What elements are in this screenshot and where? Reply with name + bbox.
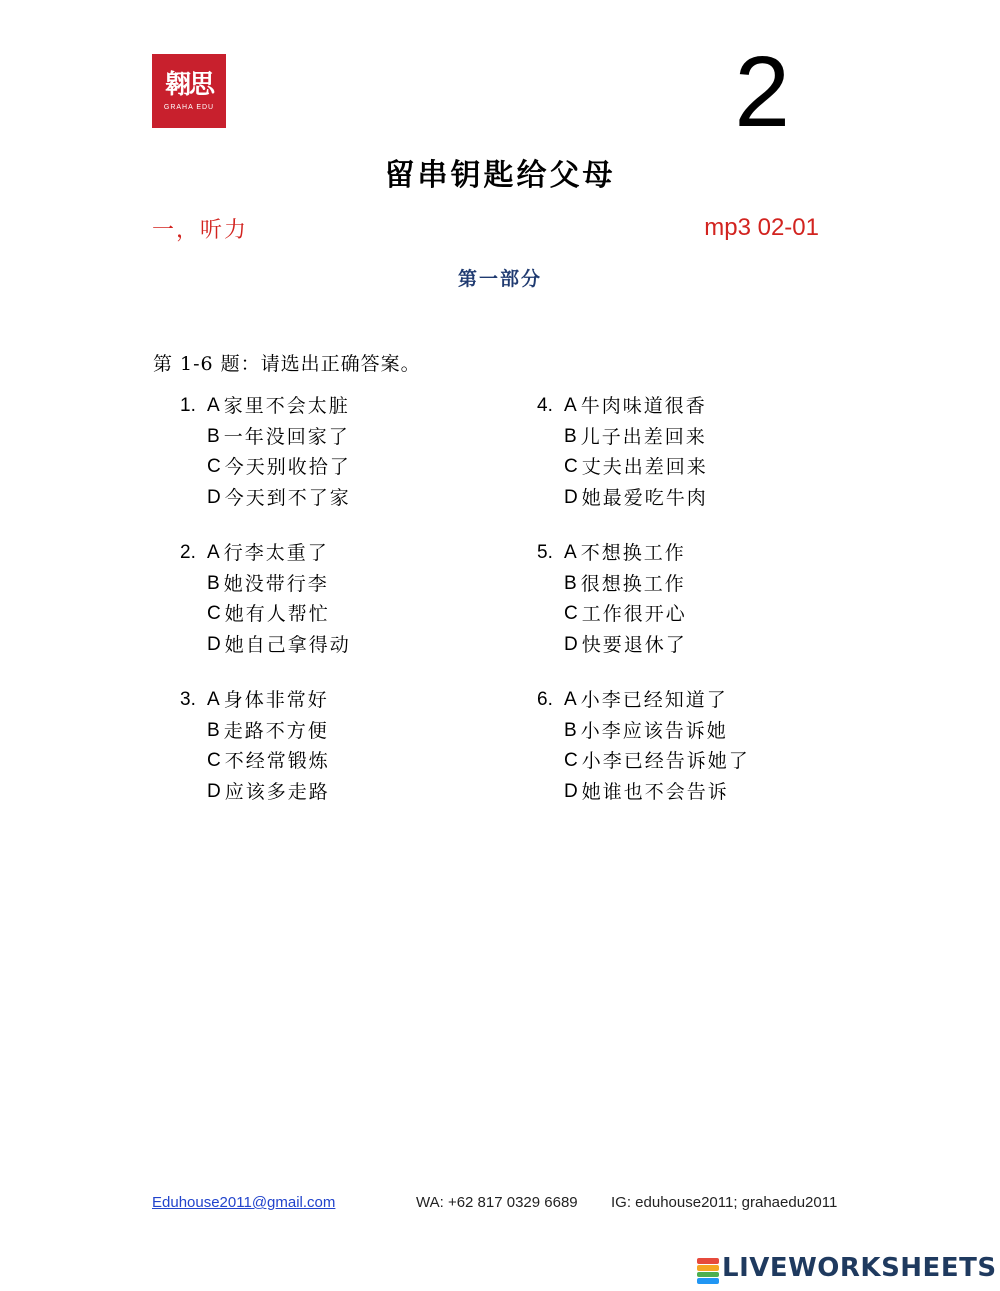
section-heading: 一，听力: [152, 218, 249, 243]
option-row[interactable]: [180, 569, 351, 600]
icon-block-red: [697, 1258, 719, 1264]
option-text: 家里不会太脏: [223, 395, 350, 417]
option-text: 她自己拿得动: [224, 634, 351, 657]
option-row[interactable]: [537, 630, 687, 661]
question-number: 6.: [537, 689, 553, 710]
option-row[interactable]: [180, 599, 351, 630]
option-text: 今天到不了家: [224, 487, 351, 510]
page-title: 留串钥匙给父母: [384, 158, 616, 193]
option-text: 小李已经知道了: [580, 689, 728, 711]
option-row[interactable]: [180, 777, 330, 808]
option-text: 走路不方便: [223, 719, 329, 742]
option-text: 牛肉味道很香: [580, 395, 707, 417]
option-row[interactable]: [180, 391, 351, 422]
email-link[interactable]: Eduhouse2011@gmail.com: [152, 1194, 336, 1211]
option-text: 工作很开心: [581, 603, 687, 626]
option-row[interactable]: [537, 452, 708, 483]
option-row[interactable]: [537, 483, 708, 514]
option-row[interactable]: [537, 422, 708, 453]
part-title: 第一部分: [457, 268, 542, 290]
question-number: 4.: [537, 395, 553, 416]
question-3: [180, 685, 330, 808]
question-2: [180, 538, 351, 661]
option-row[interactable]: [180, 538, 351, 569]
option-letter: A: [564, 542, 577, 563]
option-letter: A: [207, 395, 220, 416]
option-text: 她最爱吃牛肉: [581, 487, 708, 510]
question-number: 3.: [180, 689, 196, 710]
option-text: 行李太重了: [223, 542, 329, 564]
option-letter: C: [207, 603, 221, 625]
icon-block-orange: [697, 1265, 719, 1271]
option-letter: C: [564, 456, 578, 478]
option-text: 小李应该告诉她: [580, 719, 728, 742]
option-row[interactable]: [180, 483, 351, 514]
question-number: 5.: [537, 542, 553, 563]
option-row[interactable]: [180, 422, 351, 453]
option-letter: D: [207, 487, 221, 509]
option-letter: B: [564, 719, 577, 741]
whatsapp-contact: WA: +62 817 0329 6689: [416, 1194, 578, 1211]
liveworksheets-brand[interactable]: LIVEWORKSHEETS: [722, 1253, 997, 1283]
option-text: 她有人帮忙: [224, 603, 330, 626]
question-number: 2.: [180, 542, 196, 563]
option-letter: D: [564, 781, 578, 803]
question-number: 1.: [180, 395, 196, 416]
instruction-text: 第 1-6 题：请选出正确答案。: [153, 353, 421, 375]
option-row[interactable]: [537, 569, 687, 600]
option-letter: A: [207, 542, 220, 563]
icon-block-blue: [697, 1278, 719, 1284]
option-row[interactable]: [537, 746, 750, 777]
option-row[interactable]: [180, 685, 330, 716]
instagram-contact: IG: eduhouse2011; grahaedu2011: [611, 1194, 838, 1211]
graha-edu-logo: [152, 54, 226, 128]
option-letter: C: [207, 750, 221, 772]
logo-glyphs: 翱思: [164, 69, 213, 100]
option-letter: D: [564, 487, 578, 509]
lesson-number: 2: [734, 36, 790, 148]
option-row[interactable]: [537, 777, 750, 808]
option-text: 应该多走路: [224, 781, 330, 804]
option-text: 身体非常好: [223, 689, 329, 711]
question-4: [537, 391, 708, 514]
option-text: 一年没回家了: [223, 425, 350, 448]
option-letter: D: [564, 634, 578, 656]
option-text: 她谁也不会告诉: [581, 781, 729, 804]
option-letter: B: [564, 425, 577, 447]
option-row[interactable]: [180, 452, 351, 483]
option-letter: A: [207, 689, 220, 710]
option-letter: B: [207, 719, 220, 741]
option-letter: A: [564, 689, 577, 710]
option-text: 很想换工作: [580, 572, 686, 595]
option-text: 今天别收拾了: [224, 456, 351, 479]
icon-block-green: [697, 1272, 719, 1278]
option-text: 丈夫出差回来: [581, 456, 708, 479]
option-text: 她没带行李: [223, 572, 329, 595]
question-5: [537, 538, 687, 661]
option-row[interactable]: [537, 716, 750, 747]
option-row[interactable]: [537, 391, 708, 422]
option-letter: A: [564, 395, 577, 416]
option-text: 快要退休了: [581, 634, 687, 657]
option-text: 小李已经告诉她了: [581, 750, 750, 773]
option-letter: C: [564, 750, 578, 772]
option-text: 不想换工作: [580, 542, 686, 564]
option-row[interactable]: [537, 685, 750, 716]
option-letter: C: [564, 603, 578, 625]
option-letter: C: [207, 456, 221, 478]
question-6: [537, 685, 750, 808]
question-1: [180, 391, 351, 514]
option-letter: B: [207, 425, 220, 447]
option-row[interactable]: [537, 599, 687, 630]
option-letter: B: [207, 572, 220, 594]
option-row[interactable]: [180, 630, 351, 661]
option-text: 不经常锻炼: [224, 750, 330, 773]
option-letter: D: [207, 781, 221, 803]
option-row[interactable]: [537, 538, 687, 569]
logo-subtitle: GRAHA EDU: [163, 103, 215, 111]
audio-reference: mp3 02-01: [704, 214, 819, 241]
option-row[interactable]: [180, 746, 330, 777]
option-row[interactable]: [180, 716, 330, 747]
option-letter: B: [564, 572, 577, 594]
option-letter: D: [207, 634, 221, 656]
option-text: 儿子出差回来: [580, 425, 707, 448]
liveworksheets-icon: [697, 1258, 719, 1284]
